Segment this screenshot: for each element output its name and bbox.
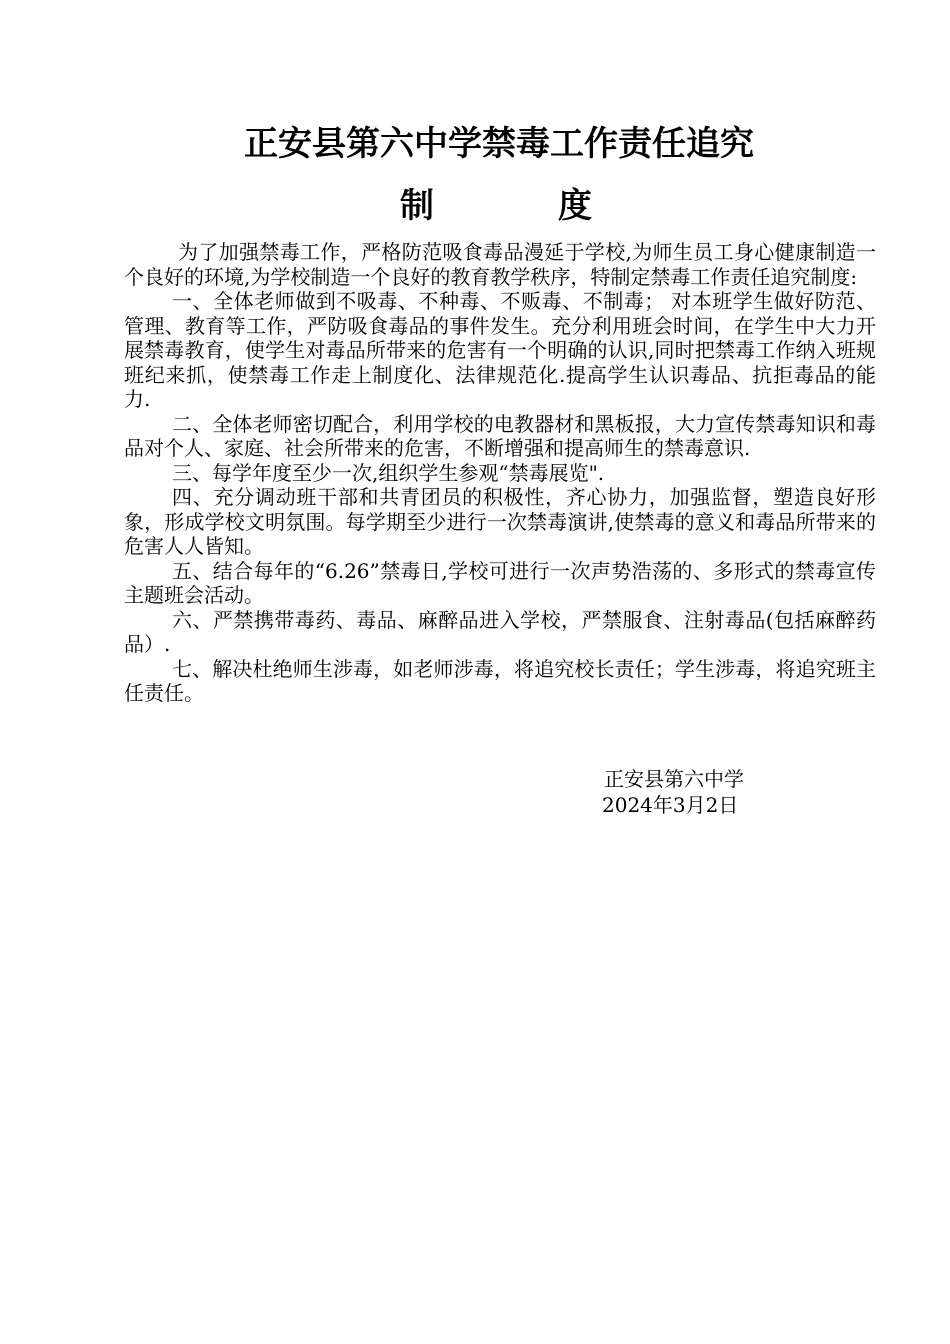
clause-paragraph-4: 四、充分调动班干部和共青团员的积极性，齐心协力，加强监督，塑造良好形象，形成学校文明氛围。每学期至少进行一次禁毒演讲,使禁毒的意义和毒品所带来的危害人人皆知。 xyxy=(124,485,876,558)
signature-date: 2024年3月2日 xyxy=(602,793,739,817)
title-char-2: 度 xyxy=(558,186,592,226)
document-title: 正安县第六中学禁毒工作责任追究 xyxy=(244,124,754,164)
intro-paragraph: 为了加强禁毒工作，严格防范吸食毒品漫延于学校,为师生员工身心健康制造一个良好的环境,为学校制造一个良好的教育教学秩序，特制定禁毒工作责任追究制度: xyxy=(124,240,876,289)
clause-paragraph-1: 一、全体老师做到不吸毒、不种毒、不贩毒、不制毒； 对本班学生做好防范、管理、教育等工作，严防吸食毒品的事件发生。充分利用班会时间，在学生中大力开展禁毒教育，使学生对毒品所带来的危害有一个明确的认识,同时把禁毒工作纳入班规班纪来抓，使禁毒工作走上制度化、法律规范化.提高学生认识毒品、抗拒毒品的能力. xyxy=(124,289,876,411)
document-body xyxy=(124,240,876,706)
clause-paragraph-7: 七、解决杜绝师生涉毒，如老师涉毒，将追究校长责任；学生涉毒，将追究班主任责任。 xyxy=(124,656,876,705)
clause-paragraph-6: 六、严禁携带毒药、毒品、麻醉品进入学校，严禁服食、注射毒品(包括麻醉药品）. xyxy=(124,607,876,656)
clause-paragraph-2: 二、全体老师密切配合，利用学校的电教器材和黑板报，大力宣传禁毒知识和毒品对个人、家庭、社会所带来的危害，不断增强和提高师生的禁毒意识. xyxy=(124,411,876,460)
signature-block xyxy=(604,766,744,818)
clause-paragraph-5: 五、结合每年的“6.26”禁毒日,学校可进行一次声势浩荡的、多形式的禁毒宣传主题班会活动。 xyxy=(124,558,876,607)
title-char-1: 制 xyxy=(400,186,434,226)
signature-organization: 正安县第六中学 xyxy=(604,767,744,791)
clause-paragraph-3: 三、每学年度至少一次,组织学生参观“禁毒展览". xyxy=(172,460,605,485)
